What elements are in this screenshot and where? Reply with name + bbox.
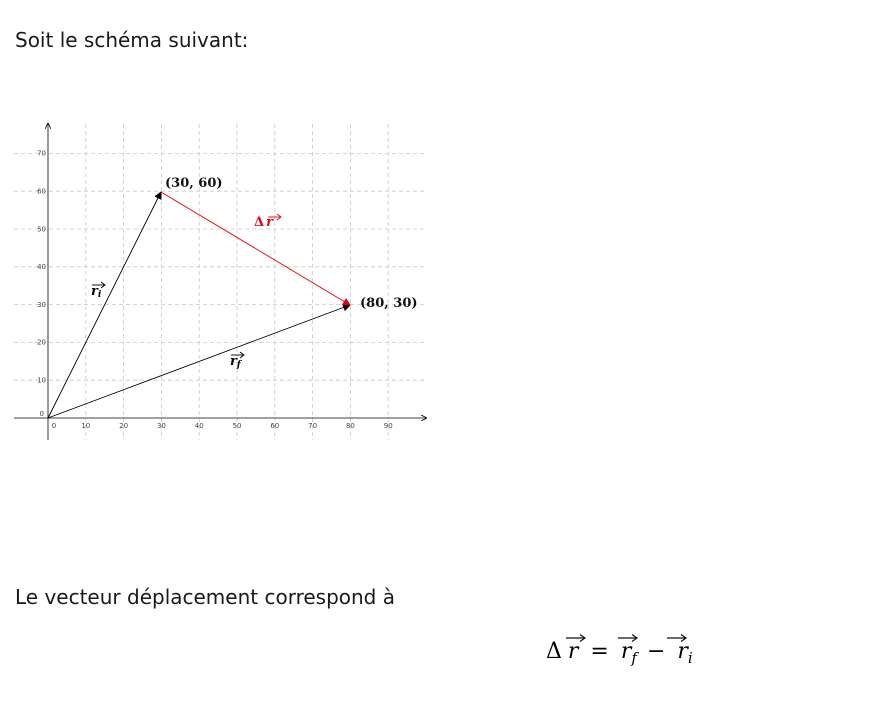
x-tick-label: 40	[194, 422, 204, 430]
vector-diagram	[0, 118, 440, 448]
label-rf-sub: f	[236, 360, 241, 370]
label-delta-r	[254, 214, 281, 230]
formula-rf: r	[620, 639, 632, 664]
x-tick-label: 60	[270, 422, 280, 430]
y-tick-label: 20	[37, 338, 46, 347]
x-tick-label: 80	[345, 422, 355, 430]
displacement-formula	[544, 626, 704, 671]
formula-rf-sub: f	[631, 649, 637, 667]
intro-text: Soit le schéma suivant:	[15, 28, 249, 52]
y-tick-label: 30	[37, 300, 46, 309]
label-delta-symbol: Δ	[254, 215, 265, 230]
label-rf-r: r	[230, 354, 237, 369]
point-label-30-60: (30, 60)	[165, 176, 223, 191]
x-tick-label: 70	[308, 422, 318, 430]
formula-ri-sub: i	[687, 649, 693, 667]
grid-lines	[14, 124, 424, 440]
label-ri-sub: i	[97, 290, 102, 300]
conclusion-text: Le vecteur déplacement correspond à	[15, 585, 395, 609]
svg-text:Δr	[254, 215, 274, 230]
y-tick-label: 10	[37, 376, 46, 385]
svg-text:rf	[230, 354, 243, 370]
y-tick-label: 40	[37, 263, 46, 272]
y-tick-label: 70	[37, 149, 46, 158]
y-tick-label: 0	[39, 410, 44, 418]
formula-equals: =	[590, 639, 609, 664]
x-tick-labels	[52, 422, 393, 430]
x-tick-label: 10	[81, 422, 91, 430]
x-tick-label: 50	[232, 422, 242, 430]
formula-minus: −	[646, 639, 666, 664]
x-tick-label: 30	[156, 422, 166, 430]
x-tick-label: 20	[119, 422, 129, 430]
svg-text:Δr=rf−ri	[546, 639, 693, 667]
y-tick-labels	[37, 150, 46, 418]
vector-delta-r	[161, 192, 350, 305]
formula-r: r	[567, 639, 579, 664]
formula-ri: r	[677, 639, 688, 664]
y-tick-label: 60	[37, 187, 46, 196]
label-ri	[91, 282, 105, 300]
label-ri-r: r	[91, 284, 98, 299]
x-tick-label: 0	[51, 422, 57, 430]
x-tick-label: 90	[383, 422, 393, 430]
formula-delta: Δ	[546, 639, 562, 664]
y-tick-label: 50	[37, 225, 46, 234]
label-delta-r-letter: r	[266, 215, 273, 230]
label-rf	[230, 352, 244, 370]
point-label-80-30: (80, 30)	[360, 296, 418, 311]
svg-text:ri	[91, 284, 102, 300]
